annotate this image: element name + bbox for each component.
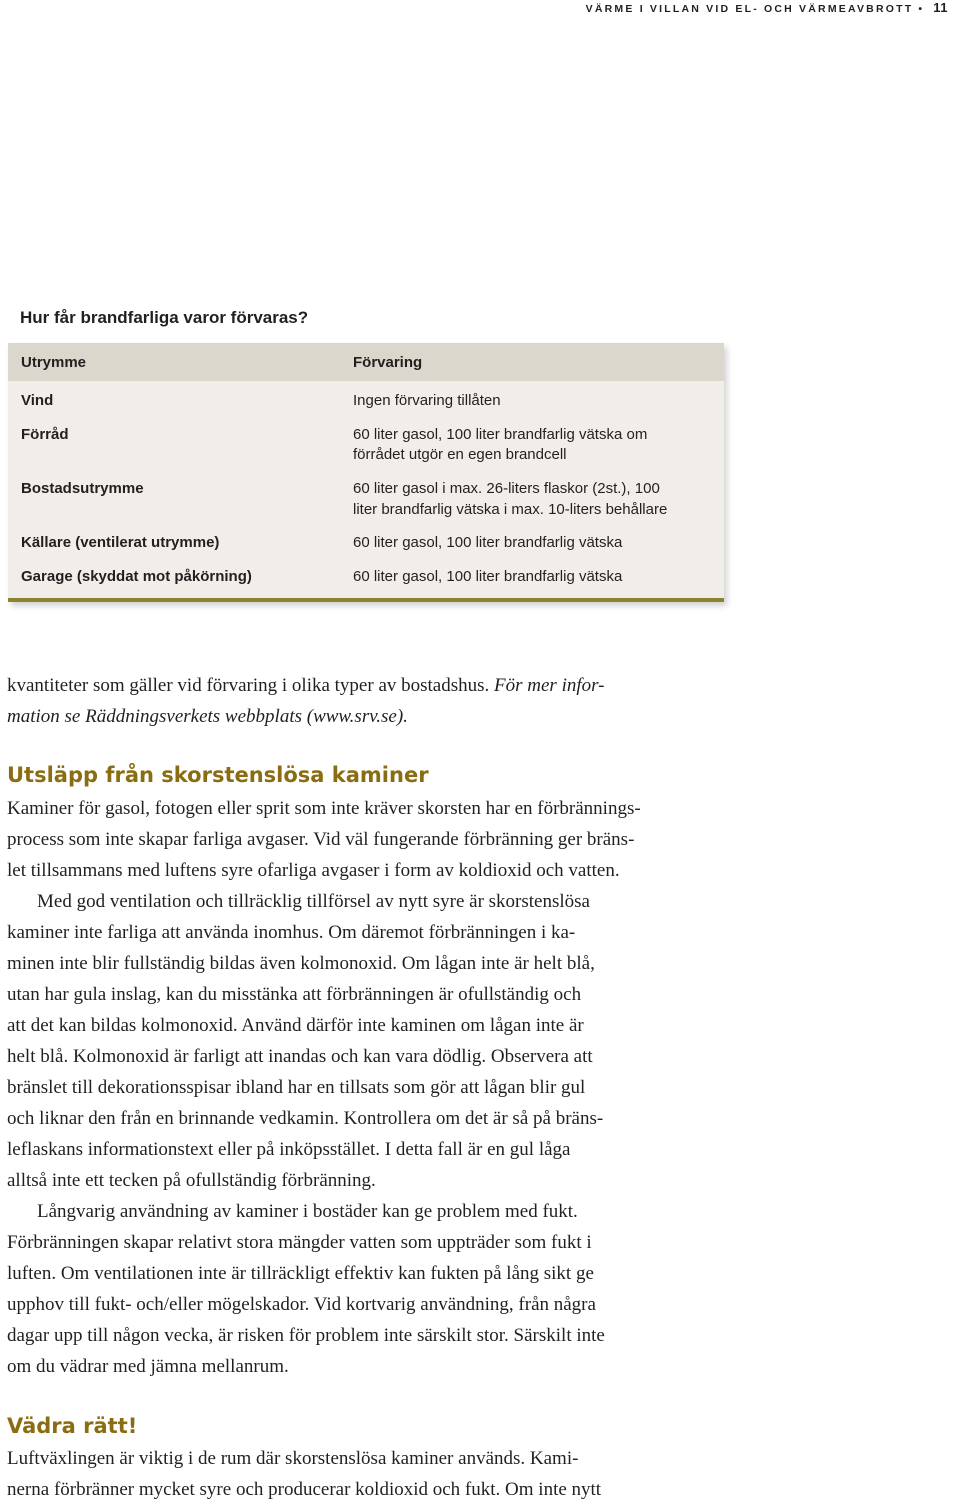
body-line: att det kan bildas kolmonoxid. Använd därför inte kaminen om lågan inte är (7, 1015, 584, 1036)
section-heading: Vädra rätt! (7, 1414, 138, 1438)
section-body (7, 793, 641, 1382)
body-line: Förbränningen skapar relativt stora mängder vatten som uppträder som fukt i (7, 1232, 592, 1253)
row-storage: 60 liter gasol, 100 liter brandfarlig vätska om (353, 426, 648, 443)
caption-italic: mation se Räddningsverkets webbplats (www.srv.se). (7, 706, 408, 727)
body-line: helt blå. Kolmonoxid är farligt att inandas och kan vara dödlig. Observera att (7, 1046, 593, 1067)
section-heading: Utsläpp från skorstenslösa kaminer (7, 763, 429, 787)
storage-table (8, 343, 724, 602)
running-title: VÄRME I VILLAN VID EL- OCH VÄRMEAVBROTT (585, 3, 914, 15)
row-space: Vind (21, 392, 54, 409)
row-space: Förråd (21, 426, 69, 443)
row-space: Garage (skyddat mot påkörning) (21, 568, 252, 585)
row-storage: liter brandfarlig vätska i max. 10-liters behållare (353, 501, 668, 518)
body-line: och liknar den från en brinnande vedkamin. Kontrollera om det är så på bräns- (7, 1108, 604, 1129)
row-space: Källare (ventilerat utrymme) (21, 534, 220, 551)
table-header-row (8, 343, 724, 381)
row-storage: 60 liter gasol, 100 liter brandfarlig vätska (353, 568, 623, 585)
running-header (586, 0, 948, 14)
body-line: dagar upp till någon vecka, är risken för problem inte särskilt stor. Särskilt inte (7, 1325, 605, 1346)
row-storage: Ingen förvaring tillåten (353, 392, 501, 409)
body-line: Luftväxlingen är viktig i de rum där skorstenslösa kaminer används. Kami- (7, 1448, 579, 1469)
body-line: Långvarig användning av kaminer i bostäder kan ge problem med fukt. (37, 1201, 578, 1222)
row-space: Bostadsutrymme (21, 480, 144, 497)
body-line: om du vädrar med jämna mellanrum. (7, 1356, 289, 1377)
body-line: utan har gula inslag, kan du misstänka att förbränningen är ofullständig och (7, 984, 582, 1005)
row-storage: 60 liter gasol i max. 26-liters flaskor (2st.), 100 (353, 480, 660, 497)
body-line: minen inte blir fullständig bildas även kolmonoxid. Om lågan inte är helt blå, (7, 953, 595, 974)
page-number: 11 (933, 0, 948, 15)
body-line: luften. Om ventilationen inte är tillräckligt effektiv kan fukten på lång sikt ge (7, 1263, 594, 1284)
row-storage: förrådet utgör en egen brandcell (353, 446, 567, 463)
body-line: bränslet till dekorationsspisar ibland har en tillsats som gör att lågan blir gul (7, 1077, 586, 1098)
column-header-storage: Förvaring (353, 354, 423, 371)
caption-italic: För mer infor- (494, 675, 605, 696)
column-header-space: Utrymme (21, 354, 87, 371)
body-line: Kaminer för gasol, fotogen eller sprit som inte kräver skorsten har en förbrännings- (7, 798, 641, 819)
body-line: Med god ventilation och tillräcklig tillförsel av nytt syre är skorstenslösa (37, 891, 590, 912)
body-line: alltså inte ett tecken på ofullständig förbränning. (7, 1170, 376, 1191)
caption-text: kvantiteter som gäller vid förvaring i olika typer av bostadshus. (7, 675, 490, 696)
body-line: nerna förbränner mycket syre och producerar koldioxid och fukt. Om inte nytt (7, 1479, 602, 1500)
body-line: upphov till fukt- och/eller mögelskador. Vid kortvarig användning, från några (7, 1294, 596, 1315)
section-body (7, 1443, 601, 1505)
body-line: kaminer inte farliga att använda inomhus. Om däremot förbränningen i ka- (7, 922, 576, 943)
header-bullet: • (918, 3, 925, 15)
body-line: leflaskans informationstext eller på inköpsstället. I detta fall är en gul låga (7, 1139, 571, 1160)
table-title: Hur får brandfarliga varor förvaras? (20, 308, 309, 327)
body-line: process som inte skapar farliga avgaser. Vid väl fungerande förbränning ger bräns- (7, 829, 635, 850)
table-caption (7, 670, 604, 732)
row-storage: 60 liter gasol, 100 liter brandfarlig vätska (353, 534, 623, 551)
body-line: let tillsammans med luftens syre ofarliga avgaser i form av koldioxid och vatten. (7, 860, 620, 881)
